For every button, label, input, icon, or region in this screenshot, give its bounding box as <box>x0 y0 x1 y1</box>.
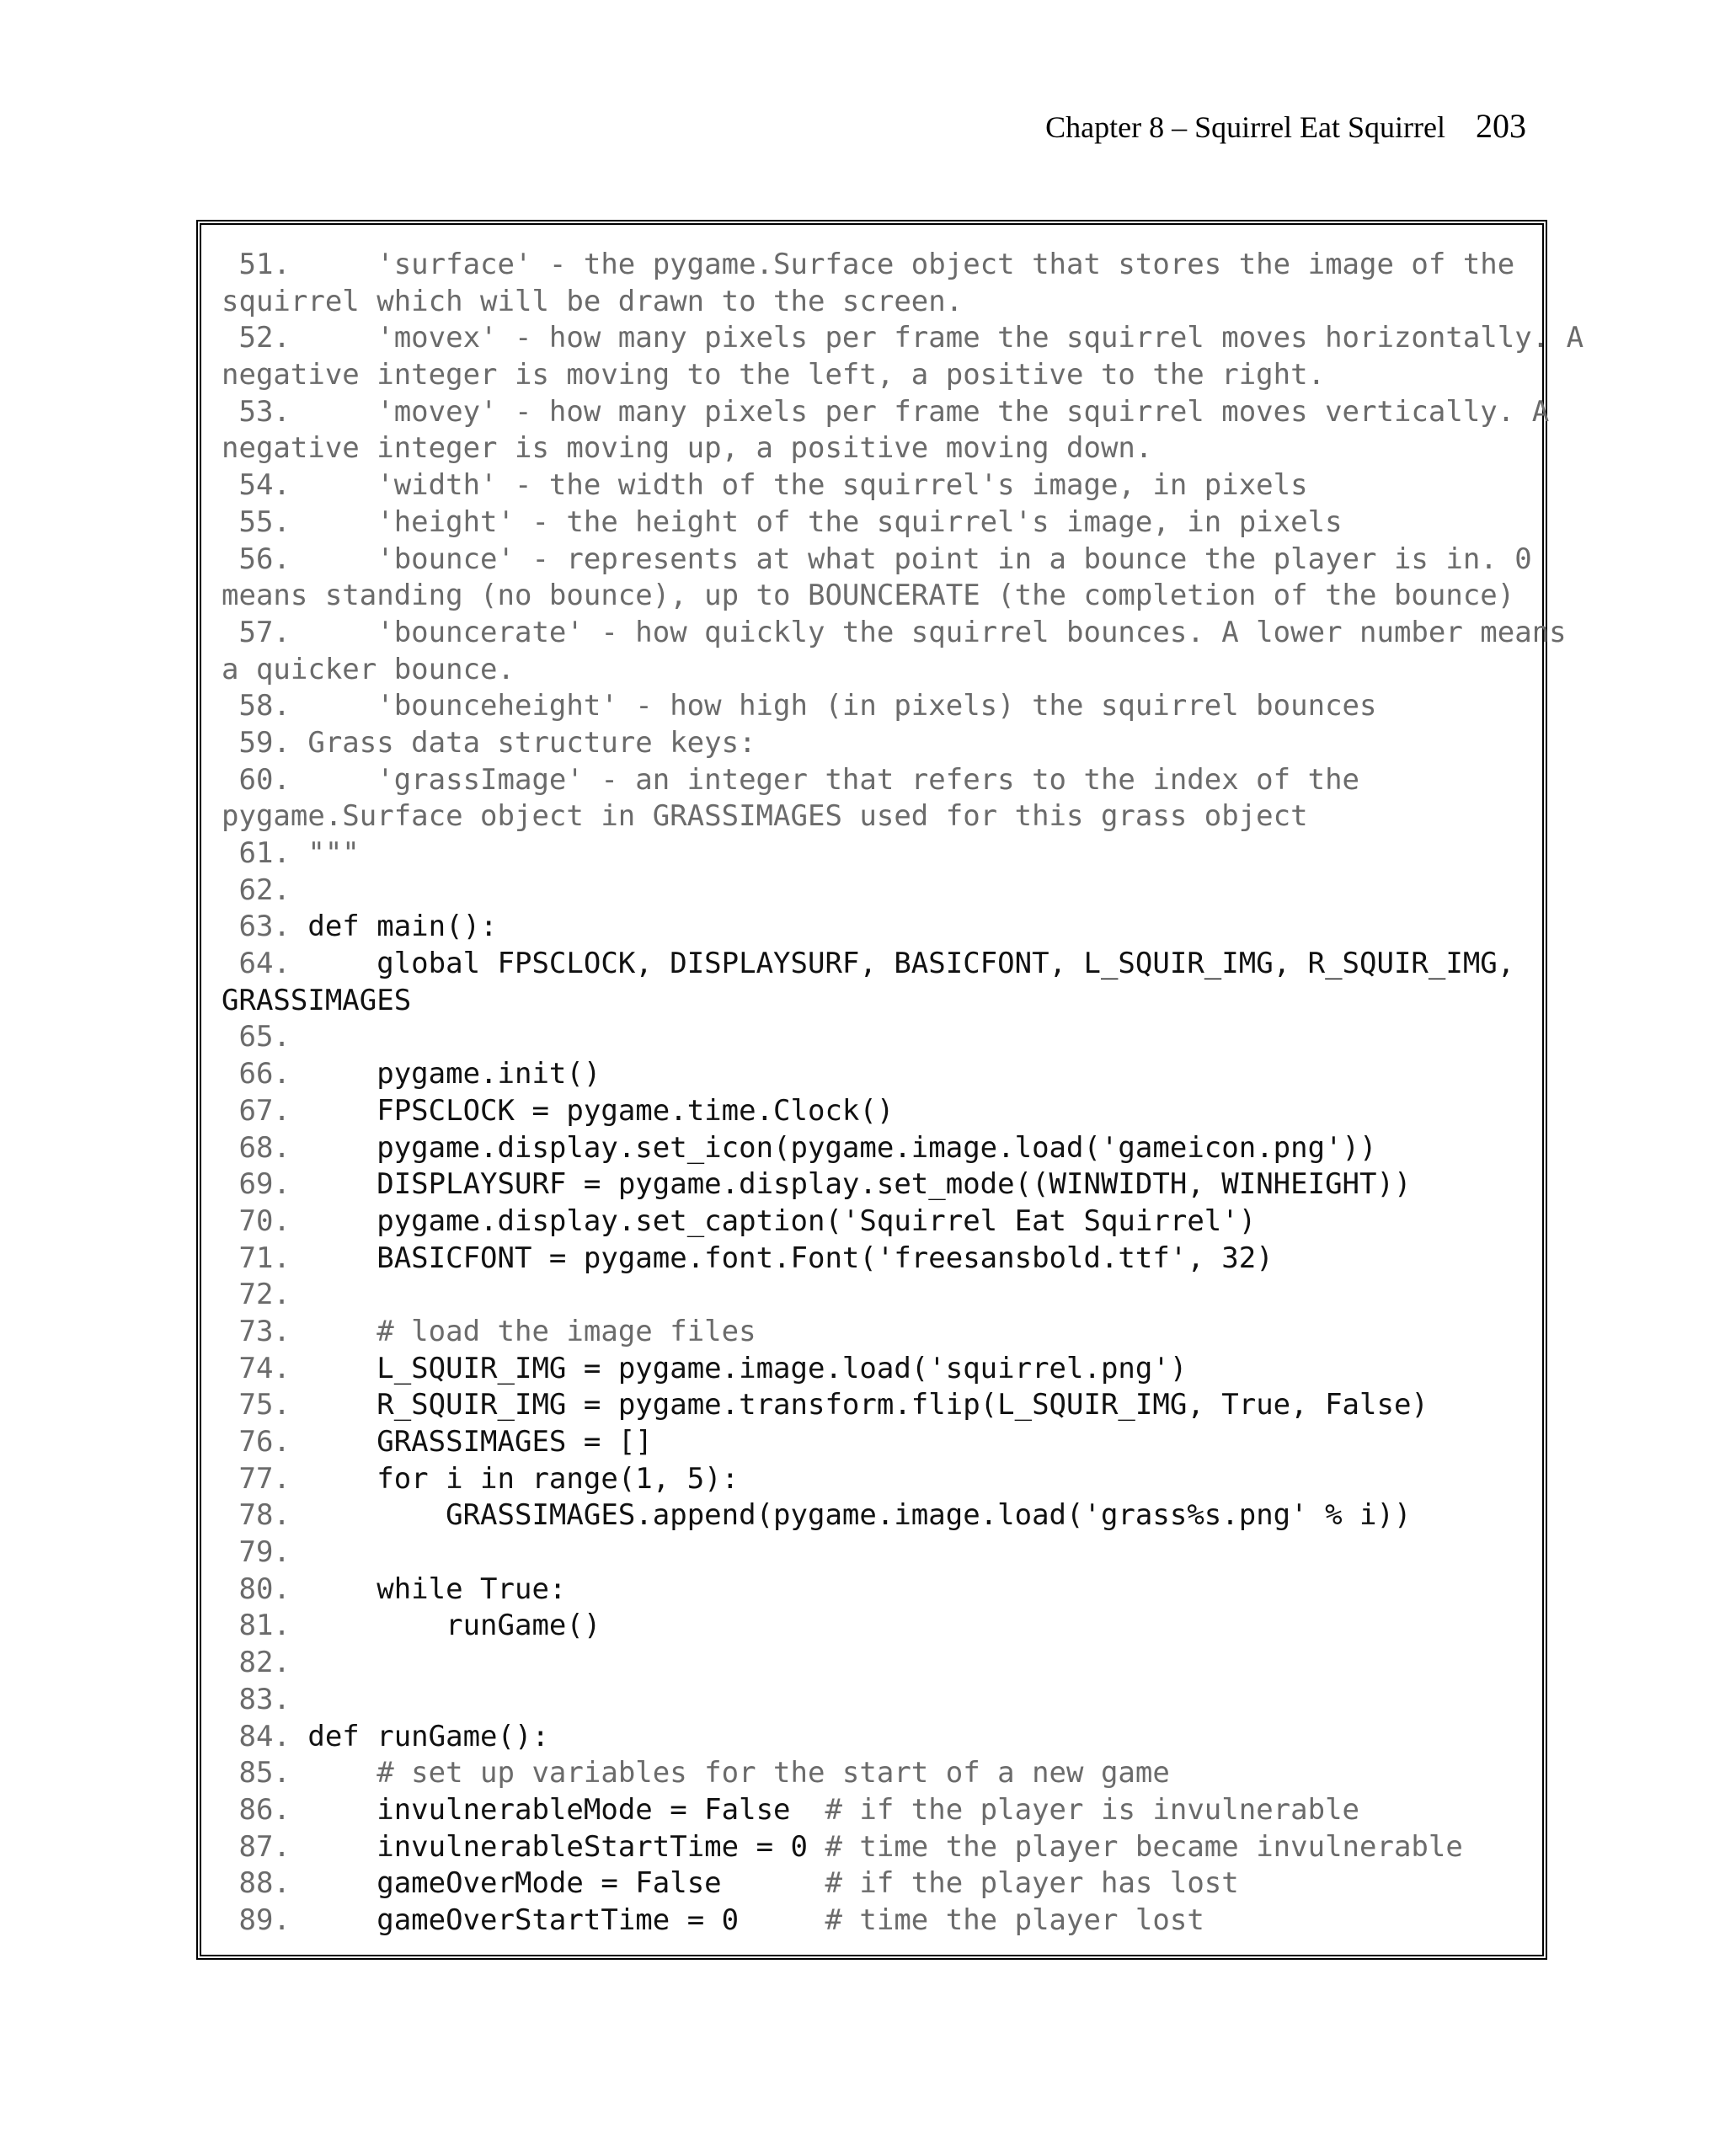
line-number: 83. <box>222 1682 291 1716</box>
code-text: 59. Grass data structure keys: <box>222 725 756 760</box>
code-text: 61. """ <box>222 836 360 870</box>
code-text: global FPSCLOCK, DISPLAYSURF, BASICFONT, L_SQUIR_IMG, R_SQUIR_IMG, <box>307 947 1515 981</box>
line-number: 68. <box>222 1130 308 1165</box>
line-number: 79. <box>222 1535 291 1570</box>
code-line <box>222 1608 1535 1645</box>
line-number: 75. <box>222 1388 308 1422</box>
chapter-title: Chapter 8 – Squirrel Eat Squirrel <box>1045 110 1445 144</box>
line-number: 69. <box>222 1167 308 1202</box>
line-number: 76. <box>222 1425 308 1459</box>
line-number: 63. <box>222 910 308 944</box>
code-text: invulnerableMode = False <box>307 1792 808 1827</box>
code-line <box>222 652 1535 689</box>
code-text: gameOverMode = False <box>307 1866 808 1901</box>
code-line <box>222 1719 1535 1756</box>
running-header <box>1045 106 1526 146</box>
code-text: pygame.Surface object in GRASSIMAGES used for this grass object <box>222 799 1308 834</box>
code-text: # set up variables for the start of a new game <box>307 1756 1170 1790</box>
code-text: runGame() <box>307 1609 601 1643</box>
line-number: 81. <box>222 1609 308 1643</box>
line-number: 73. <box>222 1314 308 1348</box>
code-line <box>222 467 1535 504</box>
code-line <box>222 1572 1535 1609</box>
code-comment: # if the player is invulnerable <box>807 1792 1360 1827</box>
code-line <box>222 762 1535 799</box>
code-line <box>222 284 1535 321</box>
line-number: 70. <box>222 1203 308 1238</box>
code-text: FPSCLOCK = pygame.time.Clock() <box>307 1093 895 1128</box>
code-text: pygame.display.set_icon(pygame.image.load('gameicon.png')) <box>307 1130 1377 1165</box>
code-line <box>222 1241 1535 1278</box>
code-line <box>222 542 1535 579</box>
code-line <box>222 1497 1535 1534</box>
code-line <box>222 1056 1535 1093</box>
code-text: DISPLAYSURF = pygame.display.set_mode((WINWIDTH, WINHEIGHT)) <box>307 1167 1412 1202</box>
line-number: 78. <box>222 1498 308 1533</box>
line-number: 67. <box>222 1093 308 1128</box>
code-text: L_SQUIR_IMG = pygame.image.load('squirrel.png') <box>307 1351 1188 1385</box>
line-number: 65. <box>222 1020 291 1054</box>
code-line <box>222 1865 1535 1903</box>
line-number: 82. <box>222 1646 291 1680</box>
code-line <box>222 430 1535 467</box>
code-line <box>222 1755 1535 1792</box>
code-line <box>222 688 1535 725</box>
code-line <box>222 798 1535 835</box>
code-text: 52. 'movex' - how many pixels per frame the squirrel moves horizontally. A <box>222 321 1584 355</box>
code-text: invulnerableStartTime = 0 <box>307 1829 808 1864</box>
code-line <box>222 946 1535 983</box>
code-line <box>222 247 1535 284</box>
code-text: 60. 'grassImage' - an integer that refers to the index of the <box>222 762 1360 797</box>
code-line <box>222 835 1535 873</box>
line-number: 80. <box>222 1572 308 1606</box>
line-number: 84. <box>222 1719 308 1753</box>
code-text: 57. 'bouncerate' - how quickly the squirrel bounces. A lower number means <box>222 615 1567 649</box>
code-line <box>222 1351 1535 1388</box>
code-listing <box>222 247 1584 1940</box>
code-line <box>222 983 1535 1020</box>
code-text: 55. 'height' - the height of the squirrel's image, in pixels <box>222 504 1343 539</box>
line-number: 66. <box>222 1057 308 1091</box>
line-number: 85. <box>222 1756 308 1790</box>
line-number: 71. <box>222 1241 308 1275</box>
code-line <box>222 1461 1535 1498</box>
code-text: 58. 'bounceheight' - how high (in pixels) the squirrel bounces <box>222 689 1377 723</box>
code-line <box>222 1130 1535 1167</box>
code-line <box>222 1166 1535 1203</box>
code-line <box>222 1093 1535 1130</box>
code-text: GRASSIMAGES = [] <box>307 1425 653 1459</box>
code-text: pygame.display.set_caption('Squirrel Eat Squirrel') <box>307 1203 1257 1238</box>
code-line <box>222 909 1535 946</box>
code-text: gameOverStartTime = 0 <box>307 1903 808 1937</box>
code-comment: # if the player has lost <box>807 1866 1239 1901</box>
code-text: means standing (no bounce), up to BOUNCERATE (the completion of the bounce) <box>222 579 1515 613</box>
line-number: 87. <box>222 1829 308 1864</box>
code-text: negative integer is moving to the left, a positive to the right. <box>222 358 1326 392</box>
code-listing-box <box>196 220 1584 1960</box>
line-number: 88. <box>222 1866 308 1901</box>
code-text: pygame.init() <box>307 1057 601 1091</box>
code-line <box>222 1645 1535 1682</box>
code-line <box>222 578 1535 615</box>
code-line <box>222 394 1550 431</box>
code-text: GRASSIMAGES <box>222 983 412 1017</box>
code-line <box>222 1534 1535 1572</box>
code-text: # load the image files <box>307 1314 756 1348</box>
code-line <box>222 1314 1535 1351</box>
code-text: 51. 'surface' - the pygame.Surface object that stores the image of the <box>222 248 1515 281</box>
code-line <box>222 873 1535 910</box>
code-line <box>222 320 1584 357</box>
code-line <box>222 1682 1535 1719</box>
code-line <box>222 1792 1535 1829</box>
code-line <box>222 357 1535 394</box>
code-comment: # time the player became invulnerable <box>807 1829 1463 1864</box>
code-line <box>222 504 1535 542</box>
code-text: 53. 'movey' - how many pixels per frame the squirrel moves vertically. A <box>222 394 1550 429</box>
code-text: R_SQUIR_IMG = pygame.transform.flip(L_SQUIR_IMG, True, False) <box>307 1388 1429 1422</box>
line-number: 64. <box>222 947 308 981</box>
code-text: a quicker bounce. <box>222 652 515 686</box>
code-line <box>222 1277 1535 1314</box>
code-text: for i in range(1, 5): <box>307 1461 740 1496</box>
line-number: 72. <box>222 1278 291 1312</box>
code-text: 62. <box>222 873 291 907</box>
line-number: 86. <box>222 1792 308 1827</box>
code-line <box>222 1829 1535 1866</box>
code-line <box>222 725 1535 762</box>
code-text: def runGame(): <box>307 1719 549 1753</box>
code-text: BASICFONT = pygame.font.Font('freesansbold.ttf', 32) <box>307 1241 1274 1275</box>
code-text: while True: <box>307 1572 567 1606</box>
line-number: 89. <box>222 1903 308 1937</box>
code-line <box>222 615 1567 652</box>
code-line <box>222 1387 1535 1424</box>
code-line <box>222 1903 1535 1940</box>
code-text: 54. 'width' - the width of the squirrel's image, in pixels <box>222 468 1308 503</box>
line-number: 77. <box>222 1461 308 1496</box>
code-line <box>222 1424 1535 1461</box>
page-number: 203 <box>1476 107 1526 145</box>
code-text: GRASSIMAGES.append(pygame.image.load('grass%s.png' % i)) <box>307 1498 1412 1533</box>
line-number: 74. <box>222 1351 308 1385</box>
code-text: def main(): <box>307 910 498 944</box>
code-line <box>222 1203 1535 1241</box>
code-text: 56. 'bounce' - represents at what point in a bounce the player is in. 0 <box>222 542 1532 576</box>
code-text: negative integer is moving up, a positive moving down. <box>222 431 1153 466</box>
code-line <box>222 1019 1535 1056</box>
code-text: squirrel which will be drawn to the screen. <box>222 284 964 318</box>
code-comment: # time the player lost <box>807 1903 1204 1937</box>
